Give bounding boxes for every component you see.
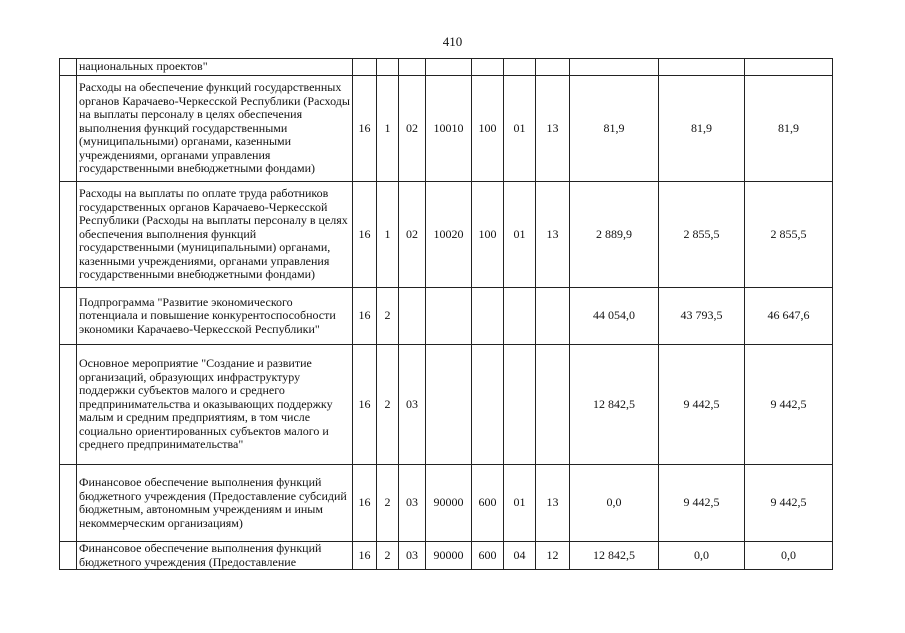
expense-name-cell: Расходы на выплаты по оплате труда работников государственных органов Карачаево-Черкесской Республики (Расходы на выплаты персоналу в целях обеспечения выполнения функций государственными (муниципальными) органами, казенными учреждениями, органами управления государственными внебюджетными фондами) <box>77 182 353 288</box>
sum-year-2-cell <box>659 59 745 76</box>
direction-code-cell: 10020 <box>426 182 472 288</box>
budget-table <box>59 58 833 570</box>
subsection-code-cell <box>536 345 570 465</box>
row-number-cell <box>60 59 77 76</box>
section-code-cell <box>504 288 536 345</box>
subprogram-code-cell: 03 <box>399 542 426 570</box>
expense-type-cell <box>472 288 504 345</box>
program-code-cell <box>377 59 399 76</box>
row-number-cell <box>60 465 77 542</box>
sum-year-1-cell: 44 054,0 <box>570 288 659 345</box>
ministry-code-cell: 16 <box>353 288 377 345</box>
program-code-cell: 1 <box>377 76 399 182</box>
direction-code-cell <box>426 288 472 345</box>
subprogram-code-cell: 03 <box>399 465 426 542</box>
section-code-cell: 01 <box>504 182 536 288</box>
sum-year-2-cell: 81,9 <box>659 76 745 182</box>
subprogram-code-cell <box>399 59 426 76</box>
program-code-cell: 1 <box>377 182 399 288</box>
section-code-cell: 04 <box>504 542 536 570</box>
sum-year-1-cell: 2 889,9 <box>570 182 659 288</box>
row-number-cell <box>60 542 77 570</box>
expense-name-cell: Подпрограмма "Развитие экономического потенциала и повышение конкурентоспособности экономики Карачаево-Черкесской Республики" <box>77 288 353 345</box>
sum-year-2-cell: 0,0 <box>659 542 745 570</box>
ministry-code-cell: 16 <box>353 542 377 570</box>
sum-year-3-cell: 9 442,5 <box>745 345 833 465</box>
subprogram-code-cell: 03 <box>399 345 426 465</box>
sum-year-2-cell: 43 793,5 <box>659 288 745 345</box>
row-number-cell <box>60 345 77 465</box>
table-row <box>60 465 833 542</box>
subsection-code-cell: 13 <box>536 465 570 542</box>
subprogram-code-cell: 02 <box>399 182 426 288</box>
subsection-code-cell: 12 <box>536 542 570 570</box>
direction-code-cell: 90000 <box>426 542 472 570</box>
sum-year-3-cell: 2 855,5 <box>745 182 833 288</box>
subsection-code-cell: 13 <box>536 76 570 182</box>
sum-year-1-cell <box>570 59 659 76</box>
expense-name-cell: Расходы на обеспечение функций государственных органов Карачаево-Черкесской Республики (Расходы на выплаты персоналу в целях обеспечения выполнения функций государственными (муниципальными) органами, казенными учреждениями, органами управления государственными внебюджетными фондами) <box>77 76 353 182</box>
direction-code-cell <box>426 345 472 465</box>
sum-year-2-cell: 9 442,5 <box>659 345 745 465</box>
table-row <box>60 59 833 76</box>
ministry-code-cell: 16 <box>353 76 377 182</box>
ministry-code-cell: 16 <box>353 345 377 465</box>
subsection-code-cell <box>536 59 570 76</box>
direction-code-cell: 10010 <box>426 76 472 182</box>
expense-name-cell: Финансовое обеспечение выполнения функций бюджетного учреждения (Предоставление субсидий бюджетным, автономным учреждениям и иным некоммерческим организациям) <box>77 465 353 542</box>
row-number-cell <box>60 76 77 182</box>
ministry-code-cell: 16 <box>353 182 377 288</box>
sum-year-1-cell: 81,9 <box>570 76 659 182</box>
expense-type-cell <box>472 59 504 76</box>
table-row <box>60 182 833 288</box>
sum-year-3-cell: 9 442,5 <box>745 465 833 542</box>
subprogram-code-cell: 02 <box>399 76 426 182</box>
program-code-cell: 2 <box>377 345 399 465</box>
expense-type-cell: 600 <box>472 542 504 570</box>
program-code-cell: 2 <box>377 288 399 345</box>
subprogram-code-cell <box>399 288 426 345</box>
ministry-code-cell <box>353 59 377 76</box>
sum-year-3-cell <box>745 59 833 76</box>
expense-name-cell: национальных проектов" <box>77 59 353 76</box>
table-row <box>60 345 833 465</box>
sum-year-2-cell: 2 855,5 <box>659 182 745 288</box>
section-code-cell: 01 <box>504 465 536 542</box>
expense-type-cell: 100 <box>472 182 504 288</box>
subsection-code-cell <box>536 288 570 345</box>
direction-code-cell: 90000 <box>426 465 472 542</box>
subsection-code-cell: 13 <box>536 182 570 288</box>
section-code-cell <box>504 345 536 465</box>
row-number-cell <box>60 182 77 288</box>
table-row <box>60 288 833 345</box>
ministry-code-cell: 16 <box>353 465 377 542</box>
sum-year-1-cell: 12 842,5 <box>570 345 659 465</box>
sum-year-3-cell: 46 647,6 <box>745 288 833 345</box>
expense-name-cell: Основное мероприятие "Создание и развитие организаций, образующих инфраструктуру поддержки субъектов малого и среднего предпринимательства и оказывающих поддержку малым и средним предприятиям, в том числе социально ориентированных субъектов малого и среднего предпринимательства" <box>77 345 353 465</box>
program-code-cell: 2 <box>377 542 399 570</box>
expense-name-cell: Финансовое обеспечение выполнения функций бюджетного учреждения (Предоставление <box>77 542 353 570</box>
sum-year-3-cell: 0,0 <box>745 542 833 570</box>
direction-code-cell <box>426 59 472 76</box>
section-code-cell <box>504 59 536 76</box>
expense-type-cell: 600 <box>472 465 504 542</box>
expense-type-cell <box>472 345 504 465</box>
expense-type-cell: 100 <box>472 76 504 182</box>
sum-year-2-cell: 9 442,5 <box>659 465 745 542</box>
table-row <box>60 542 833 570</box>
sum-year-1-cell: 12 842,5 <box>570 542 659 570</box>
program-code-cell: 2 <box>377 465 399 542</box>
row-number-cell <box>60 288 77 345</box>
section-code-cell: 01 <box>504 76 536 182</box>
sum-year-3-cell: 81,9 <box>745 76 833 182</box>
table-row <box>60 76 833 182</box>
sum-year-1-cell: 0,0 <box>570 465 659 542</box>
page-number: 410 <box>442 34 463 49</box>
